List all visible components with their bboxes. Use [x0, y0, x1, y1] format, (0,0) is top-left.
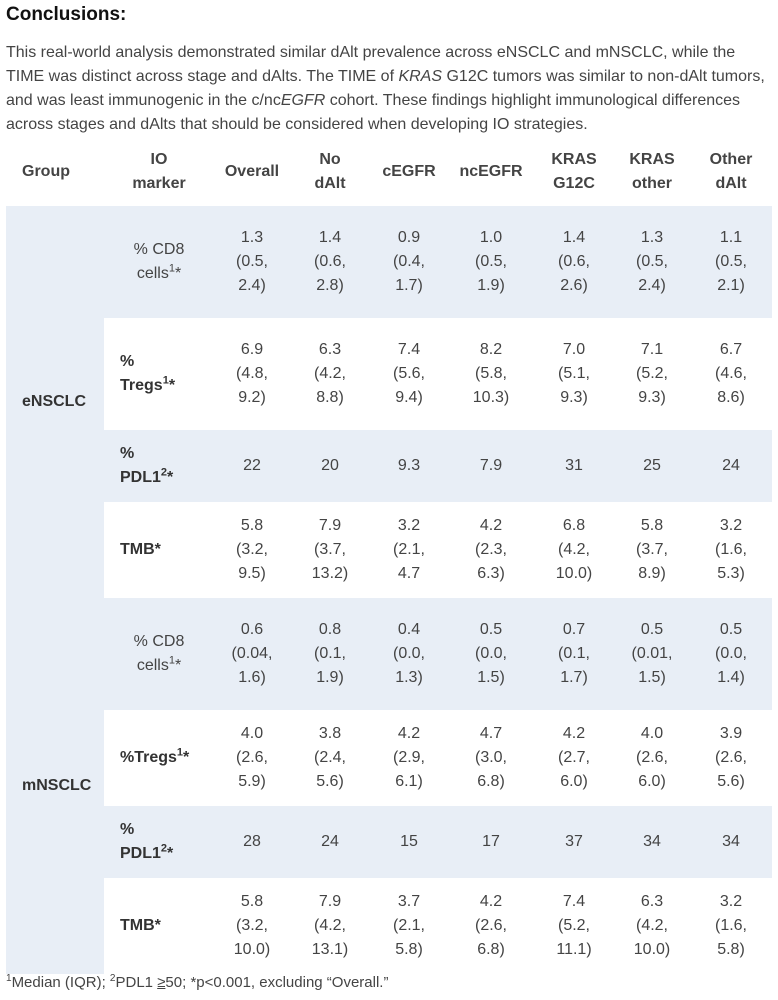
cell-other-dalt: 0.5 (0.0, 1.4)	[690, 598, 772, 710]
section-title: Conclusions:	[6, 4, 127, 25]
header-other-dalt: Other dAlt	[709, 151, 753, 192]
header-ncegfr: ncEGFR	[459, 163, 523, 180]
cell-other-dalt: 6.7 (4.6, 8.6)	[690, 318, 772, 430]
cell-no-dalt: 20	[290, 430, 370, 502]
cell-kras-g12c: 4.2 (2.7, 6.0)	[534, 710, 614, 806]
cell-kras-other: 25	[614, 430, 690, 502]
cell-no-dalt: 1.4 (0.6, 2.8)	[290, 206, 370, 318]
cell-kras-other: 0.5 (0.01, 1.5)	[614, 598, 690, 710]
table-row	[6, 806, 772, 878]
cell-no-dalt: 7.9 (3.7, 13.2)	[290, 502, 370, 598]
header-kras-g12c: KRAS G12C	[551, 151, 597, 192]
cell-other-dalt: 3.2 (1.6, 5.8)	[690, 878, 772, 974]
cell-cegfr: 3.7 (2.1, 5.8)	[370, 878, 448, 974]
cell-kras-g12c: 0.7 (0.1, 1.7)	[534, 598, 614, 710]
cell-ncegfr: 4.2 (2.6, 6.8)	[448, 878, 534, 974]
cell-kras-g12c: 37	[534, 806, 614, 878]
header-overall: Overall	[224, 163, 280, 180]
cell-kras-g12c: 1.4 (0.6, 2.6)	[534, 206, 614, 318]
cell-cegfr: 0.4 (0.0, 1.3)	[370, 598, 448, 710]
table-row	[6, 206, 772, 318]
cell-cegfr: 9.3	[370, 430, 448, 502]
cell-overall: 1.3 (0.5, 2.4)	[214, 206, 290, 318]
cell-kras-g12c: 7.4 (5.2, 11.1)	[534, 878, 614, 974]
header-row	[6, 138, 772, 206]
cell-cegfr: 0.9 (0.4, 1.7)	[370, 206, 448, 318]
marker-cd8: % CD8 cells$^1$*	[104, 206, 214, 318]
cell-no-dalt: 0.8 (0.1, 1.9)	[290, 598, 370, 710]
cell-overall: 22	[214, 430, 290, 502]
cell-overall: 28	[214, 806, 290, 878]
header-kras-other: KRAS other	[629, 151, 675, 192]
cell-no-dalt: 3.8 (2.4, 5.6)	[290, 710, 370, 806]
cell-kras-g12c: 31	[534, 430, 614, 502]
conclusion-paragraph: This real-world analysis demonstrated similar dAlt prevalence across eNSCLC and mNSCLC, while the TIME was distinct across stage and dAlts. The TIME of KRAS G12C tumors was similar to non-dAlt tumors, and was least immunogenic in the c/ncEGFR cohort. These findings highlight immunological differences across stages and dAlts that should be considered when developing IO strategies.	[6, 44, 765, 133]
cell-ncegfr: 0.5 (0.0, 1.5)	[448, 598, 534, 710]
marker-cd8: % CD8 cells$^1$*	[104, 598, 214, 710]
table-row	[6, 878, 772, 974]
cell-kras-g12c: 7.0 (5.1, 9.3)	[534, 318, 614, 430]
marker-tmb: TMB*	[104, 878, 214, 974]
footnote: $^1$Median (IQR); $^2$PDL1 ≥50; *p<0.001, excluding “Overall.”	[6, 973, 389, 991]
cell-no-dalt: 6.3 (4.2, 8.8)	[290, 318, 370, 430]
marker-pdl1: % $PDL1^2*$	[104, 430, 214, 502]
marker-tmb: TMB*	[104, 502, 214, 598]
cell-overall: 5.8 (3.2, 9.5)	[214, 502, 290, 598]
cell-other-dalt: 1.1 (0.5, 2.1)	[690, 206, 772, 318]
cell-ncegfr: 8.2 (5.8, 10.3)	[448, 318, 534, 430]
cell-other-dalt: 34	[690, 806, 772, 878]
cell-cegfr: 15	[370, 806, 448, 878]
cell-overall: 5.8 (3.2, 10.0)	[214, 878, 290, 974]
cell-other-dalt: 3.2 (1.6, 5.3)	[690, 502, 772, 598]
cell-ncegfr: 1.0 (0.5, 1.9)	[448, 206, 534, 318]
cell-no-dalt: 24	[290, 806, 370, 878]
header-group: Group	[22, 163, 70, 180]
cell-ncegfr: 17	[448, 806, 534, 878]
cell-cegfr: 4.2 (2.9, 6.1)	[370, 710, 448, 806]
group-label: eNSCLC	[6, 206, 104, 598]
cell-ncegfr: 7.9	[448, 430, 534, 502]
header-io-marker: IO marker	[132, 151, 186, 192]
cell-overall: 6.9 (4.8, 9.2)	[214, 318, 290, 430]
cell-kras-other: 1.3 (0.5, 2.4)	[614, 206, 690, 318]
cell-kras-other: 6.3 (4.2, 10.0)	[614, 878, 690, 974]
cell-ncegfr: 4.2 (2.3, 6.3)	[448, 502, 534, 598]
cell-kras-other: 5.8 (3.7, 8.9)	[614, 502, 690, 598]
table-row	[6, 598, 772, 710]
marker-tregs: %Tregs$^1$*	[104, 710, 214, 806]
cell-no-dalt: 7.9 (4.2, 13.1)	[290, 878, 370, 974]
marker-tregs: % Tregs$^1$*	[104, 318, 214, 430]
cell-overall: 4.0 (2.6, 5.9)	[214, 710, 290, 806]
cell-kras-other: 7.1 (5.2, 9.3)	[614, 318, 690, 430]
table-row	[6, 502, 772, 598]
cell-other-dalt: 3.9 (2.6, 5.6)	[690, 710, 772, 806]
results-table	[6, 138, 772, 974]
cell-kras-g12c: 6.8 (4.2, 10.0)	[534, 502, 614, 598]
table-row	[6, 430, 772, 502]
group-label: mNSCLC	[6, 598, 104, 974]
cell-cegfr: 7.4 (5.6, 9.4)	[370, 318, 448, 430]
marker-pdl1: % $PDL1^2*$	[104, 806, 214, 878]
table-row	[6, 318, 772, 430]
cell-overall: 0.6 (0.04, 1.6)	[214, 598, 290, 710]
cell-other-dalt: 24	[690, 430, 772, 502]
table-row	[6, 710, 772, 806]
cell-kras-other: 34	[614, 806, 690, 878]
cell-kras-other: 4.0 (2.6, 6.0)	[614, 710, 690, 806]
header-cegfr: cEGFR	[382, 163, 436, 180]
cell-cegfr: 3.2 (2.1, 4.7	[370, 502, 448, 598]
header-no-dalt: No dAlt	[314, 151, 346, 192]
cell-ncegfr: 4.7 (3.0, 6.8)	[448, 710, 534, 806]
